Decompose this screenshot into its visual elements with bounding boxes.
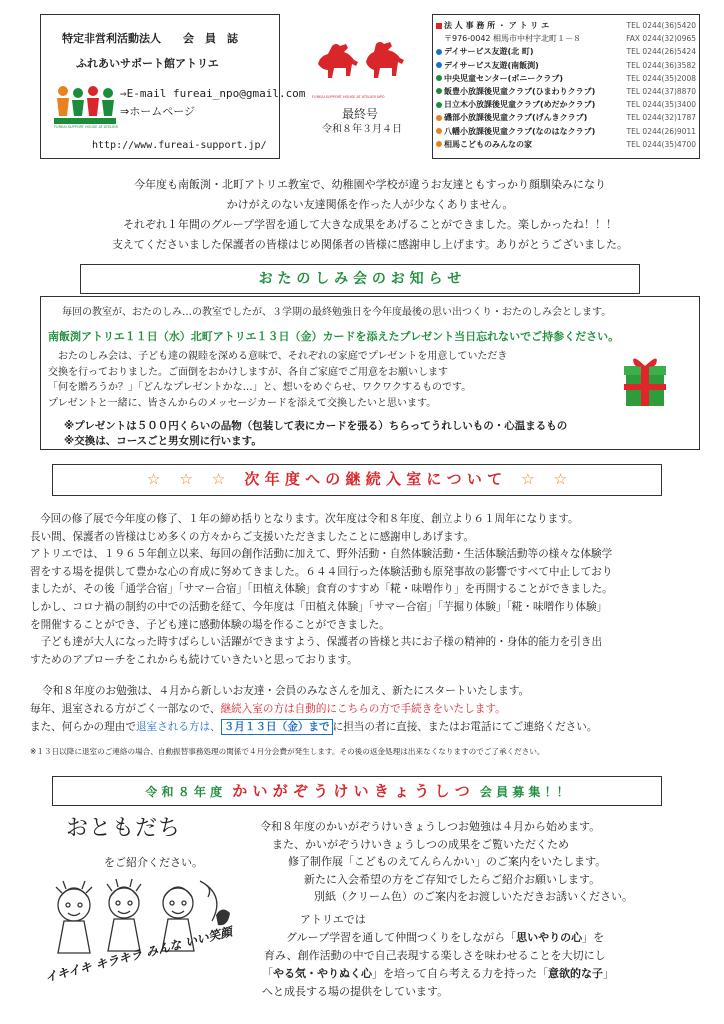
people-logo-text: FUREAI SUPPORT HOUSE AT ATELIER: [54, 125, 118, 129]
otomodachi-title: おともだち: [66, 816, 182, 841]
directory-list: [436, 19, 698, 151]
recruit-line-2-post: 」を: [582, 931, 605, 944]
directory-name: デイサービス友遊(南飯渕): [444, 60, 539, 70]
recruit-line-2-bold: 思いやりの心: [516, 931, 583, 944]
recruit-line-3: 育み、創作活動の中で自己表現する楽しさを味わせることを大切にし: [264, 949, 606, 962]
continuation-line: 長い間、保護者の皆様はじめ多くの方々からご支援いただきましたことに感謝申しあげます。: [30, 530, 475, 543]
recruit-line: 新たに入会希望の方をご存知でしたらご紹介お願いします。: [304, 872, 601, 886]
continuation-line: アトリエでは、１９６５年創立以来、毎回の創作活動に加えて、野外活動・自然体験活動・生活体験活動等の様々な体験学: [30, 548, 613, 561]
directory-name: 磯部小放課後児童クラブ(げんきクラブ): [444, 113, 588, 123]
recruit-body: [252, 818, 633, 906]
party-note1: ※プレゼントは５００円くらいの品物（包装して表にカードを張る）ちらってうれしいもの・心温まるもの: [64, 420, 568, 432]
auto-line-red: 継続入室の方は自動的にこちらの方で手続きをいたします。: [220, 703, 506, 715]
continuation-heading: [52, 472, 662, 487]
intro-text: [40, 175, 700, 255]
recruit-line: 修了制作展「こどものえてんらんかい」のご案内をいたします。: [288, 855, 607, 868]
homepage-line: ⇒ホームページ: [120, 105, 195, 118]
party-body-line: おたのしみ会は、子ども達の親睦を深める意味で、それぞれの家庭でプレゼントを用意していただき: [58, 351, 508, 362]
bullet-icon: [436, 115, 442, 121]
recruit-line-2: [286, 932, 604, 943]
directory-name: 飯豊小放課後児童クラブ(ひまわりクラブ): [444, 86, 596, 96]
continuation-line: ましたが、その後「通学合宿」「サマー合宿」「田植え体験」食育のすすめ「糀・味噌作り」を再開することができました。: [30, 583, 613, 596]
star-icon: ☆: [211, 470, 226, 488]
directory-row: [436, 125, 698, 138]
directory-tel: FAX 0244(32)0965: [626, 34, 696, 44]
star-icon: ☆: [553, 470, 568, 488]
atelier-line: アトリエでは: [300, 913, 366, 926]
continuation-line: を開催することができ、子ども達に感動体験の場を作ることができました。: [30, 618, 390, 631]
party-lead: 毎回の教室が、おたのしみ…の教室でしたが、３学期の最終勉強日を今年度最後の思い出つくり・おたのしみ会とします。: [62, 307, 612, 318]
continuation-body: [30, 511, 613, 669]
bullet-icon: [436, 23, 442, 29]
introduce-text: をご紹介ください。: [104, 856, 203, 869]
recruit-line-4-pre: 「: [262, 967, 273, 980]
intro-line: 今年度も南飯渕・北町アトリエ教室で、幼稚園や学校が違うお友達ともすっかり顔馴染みになり: [134, 178, 606, 191]
intro-line: それぞれ１年間のグループ学習を通して大きな成果をあげることができました。楽しかったね！！！: [122, 218, 618, 231]
people-logo-icon: [54, 84, 116, 124]
star-icon: ☆: [146, 470, 161, 488]
recruit-line: また、かいがぞうけいきょうしつの成果をご覧いただくため: [272, 837, 569, 851]
continuation-line: 子ども達が大人になった時すばらしい活躍ができますよう、保護者の皆様と共にお子様の精神的・身体的能力を引き出: [30, 636, 603, 649]
directory-row: [436, 45, 698, 58]
issue-date: 令和８年３月４日: [322, 124, 402, 135]
gift-box-icon: [622, 350, 668, 408]
directory-tel: TEL 0244(26)5424: [626, 47, 696, 57]
continuation-line: 今回の修了展で今年度の修了、１年の締め括りとなります。次年度は令和８年度、創立より６１周年になります。: [40, 513, 579, 525]
auto-line-pre: 毎年、退室される方がごく一部なので、: [30, 703, 221, 715]
party-heading: お た の し み 会 の お 知 ら せ: [258, 271, 462, 287]
directory-row: [436, 98, 698, 111]
bullet-icon: [436, 141, 442, 147]
party-body-line: プレゼントと一緒に、皆さんからのメッセージカードを添えて交換したいと思います。: [48, 397, 437, 409]
star-icon: ☆: [179, 470, 193, 488]
party-highlight: 南飯渕アトリエ１１日（水）北町アトリエ１３日（金）カードを添えたプレゼント当日忘れないでご持参ください。: [48, 330, 620, 343]
directory-name: デイサービス友遊(北 町): [444, 47, 534, 57]
recruit-line-2-pre: グループ学習を通して仲間つくりをしながら「: [286, 931, 517, 944]
leave-line: [30, 722, 597, 733]
intro-line: かけがえのない友達関係を作った人が少なくありません。: [226, 198, 514, 211]
recruit-heading-pre: 令 和 ８ 年 度: [145, 785, 223, 799]
continuation-title: 次 年 度 へ の 継 続 入 室 に つ い て: [244, 470, 503, 488]
small-note: ※１３日以降に退室のご連絡の場合、自動振替事務処理の関係で４月分会費が発生します。その後の返金処理は出来なくなりますのでご了承ください。: [30, 747, 545, 756]
org-type: 特定非営利活動法人 会 員 誌: [62, 32, 238, 45]
auto-line: [30, 704, 506, 715]
leave-deadline: ３月１３日（金）まで: [221, 719, 333, 735]
directory-tel: TEL 0244(37)8870: [626, 86, 696, 96]
directory-name: 相馬こどものみんなの家: [444, 139, 532, 149]
party-note2: ※交換は、コースごと男女別に行います。: [64, 435, 262, 447]
directory-name: 中央児童センター(ポニークラブ): [444, 73, 563, 83]
directory-name: 八幡小放課後児童クラブ(なのはなクラブ): [444, 126, 596, 136]
leave-line-blue: 退室される方は、: [135, 721, 221, 733]
recruit-line-4: [262, 968, 614, 979]
continuation-line: しかし、コロナ禍の制約の中での活動を経て、今年度は「田植え体験」「サマー合宿」「芋掘り体験」「糀・味噌作り体験」: [30, 600, 608, 613]
drawing-caption: イキイキ キラキラ みんな いい笑顔: [43, 924, 234, 985]
recruit-line-4-bold: やる気・やりぬく心: [273, 967, 372, 980]
directory-tel: TEL 0244(36)3582: [626, 60, 696, 70]
directory-row: [436, 85, 698, 98]
leave-line-pre: また、何らかの理由で: [30, 721, 136, 733]
bullet-icon: [436, 128, 442, 134]
party-body: [48, 349, 507, 411]
bullet-icon: [436, 49, 442, 55]
start-line: 令和８年度のお勉強は、４月から新しいお友達・会員のみなさんを加え、新たにスタートいたします。: [42, 685, 530, 697]
directory-tel: TEL 0244(35)4700: [626, 139, 696, 149]
email-line[interactable]: ⇒E-mail fureai_npo@gmail.com: [120, 87, 306, 100]
continuation-line: すためのアプローチをこれからも続けていきたいと思っております。: [30, 653, 358, 666]
party-body-line: 交換を行っておりました。ご面倒をおかけしますが、各自ご家庭でご用意をお願いします: [48, 366, 448, 378]
party-body-line: 「何を贈ろうか？」「どんなプレゼントかな…」と、想いをめぐらせ、ワクワクするものです。: [48, 382, 472, 393]
issue-label: 最終号: [342, 107, 379, 121]
bullet-icon: [436, 75, 442, 81]
recruit-heading: [52, 783, 662, 799]
bullet-icon: [436, 62, 442, 68]
horse-logo-text: FUREAI SUPPORT HOUSE AT ATELIER NPO: [312, 95, 385, 99]
directory-name: 法 人 事 務 所 ・ ア ト リ エ: [444, 21, 550, 30]
directory-name: 〒976-0042 相馬市中村字北町１－８: [444, 34, 582, 44]
leave-line-post: に担当の者に直接、またはお電話にてご連絡ください。: [332, 721, 598, 733]
recruit-line: 別紙（クリーム色）のご案内をお渡しいただきお誘いください。: [314, 890, 633, 903]
intro-line: 支えてくださいました保護者の皆様はじめ関係者の皆様に感謝申し上げます。ありがとうございました。: [111, 238, 629, 251]
directory-tel: TEL 0244(26)9011: [626, 126, 696, 136]
directory-tel: TEL 0244(32)1787: [626, 113, 696, 123]
directory-row: [436, 138, 698, 151]
homepage-url[interactable]: http://www.fureai-support.jp/: [92, 140, 267, 151]
bullet-icon: [436, 102, 442, 108]
horse-logo-icon: [310, 36, 410, 94]
directory-row: [436, 19, 698, 32]
recruit-line-5: へと成長する場の提供をしています。: [262, 985, 449, 998]
recruit-line: 令和８年度のかいがぞうけいきょうしつお勉強は４月から始めます。: [260, 820, 601, 833]
recruit-line-4-mid: 」を培って自ら考える力を持った「: [372, 967, 548, 980]
recruit-heading-post: 会 員 募 集 ！！: [479, 785, 569, 799]
directory-row: [436, 32, 698, 45]
directory-row: [436, 59, 698, 72]
org-name: ふれあいサポート館アトリエ: [76, 57, 219, 70]
bullet-icon: [436, 88, 442, 94]
recruit-heading-red: か い が ぞ う け い き ょ う し つ: [232, 782, 470, 800]
directory-tel: TEL 0244(35)2008: [626, 73, 696, 83]
directory-tel: TEL 0244(36)5420: [626, 21, 696, 30]
directory-name: 日立木小放課後児童クラブ(めだかクラブ): [444, 100, 596, 110]
recruit-line-4-post: 」: [603, 967, 614, 980]
recruit-line-4-bold2: 意欲的な子: [548, 967, 603, 980]
directory-row: [436, 72, 698, 85]
directory-row: [436, 111, 698, 124]
directory-tel: TEL 0244(35)3400: [626, 100, 696, 110]
star-icon: ☆: [521, 470, 535, 488]
continuation-line: 習をする場を提供して豊かな心の育成に努めてきました。６４４回行った体験活動も原発事故の影響ですべて中止しており: [30, 565, 613, 578]
